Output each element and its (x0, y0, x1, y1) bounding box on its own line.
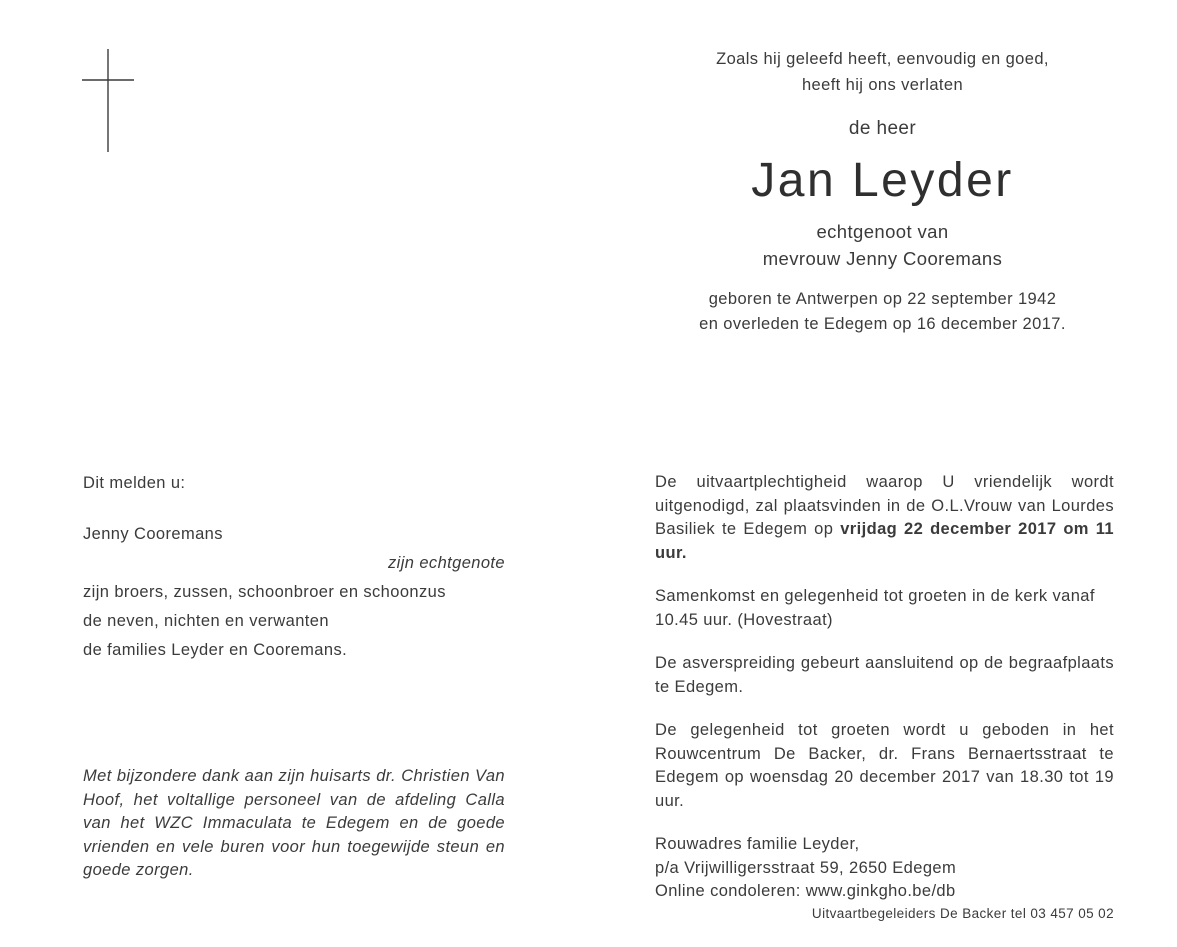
service-text: De uitvaartplechtigheid waarop U vriendelijk wordt uitgenodigd, zal plaatsvinden in de O.L.Vrouw van Lourdes Basiliek te Edegem op (655, 473, 1114, 538)
epigraph-line-2: heeft hij ons verlaten (801, 76, 964, 94)
service-details-column (655, 471, 1114, 904)
announcement-heading: Dit melden u: (83, 474, 186, 492)
service-paragraph (655, 471, 1114, 565)
thanks-paragraph: Met bijzondere dank aan zijn huisarts dr. Christien Van Hoof, het voltallige personeel van de afdeling Calla van het WZC Immaculata te Edegem en de goede vrienden en vele buren voor hun toegewijde steun en goede zorgen. (83, 767, 505, 879)
address-line-2: p/a Vrijwilligersstraat 59, 2650 Edegem (655, 858, 957, 877)
mourner-line-siblings: zijn broers, zussen, schoonbroer en schoonzus (83, 583, 446, 601)
mourner-line-cousins: de neven, nichten en verwanten (83, 612, 329, 630)
mourner-relation: zijn echtgenote (388, 554, 505, 572)
address-line-3: Online condoleren: www.ginkgho.be/db (655, 882, 956, 900)
announcement-header (650, 46, 1115, 337)
family-announcement-column (83, 473, 505, 665)
gathering-paragraph: Samenkomst en gelegenheid tot groeten in de kerk vanaf 10.45 uur. (Hovestraat) (655, 587, 1095, 629)
salutation: de heer (848, 118, 917, 139)
relation-line-1: echtgenoot van (816, 221, 949, 242)
death-line: en overleden te Edegem op 16 december 2017. (699, 315, 1066, 333)
service-datetime: vrijdag 22 december 2017 om 11 uur. (655, 520, 1115, 562)
mourner-name: Jenny Cooremans (83, 525, 223, 543)
mourner-line-families: de families Leyder en Cooremans. (83, 641, 348, 659)
relation-line-2: mevrouw Jenny Cooremans (762, 248, 1003, 269)
epigraph-line-1: Zoals hij geleefd heeft, eenvoudig en goed, (716, 50, 1049, 68)
mourning-address (655, 833, 1114, 904)
deceased-name: Jan Leyder (751, 154, 1014, 207)
viewing-paragraph: De gelegenheid tot groeten wordt u geboden in het Rouwcentrum De Backer, dr. Frans Bernaertsstraat te Edegem op woensdag 20 december 2017 van 18.30 tot 19 uur. (655, 721, 1114, 810)
address-line-1: Rouwadres familie Leyder, (655, 835, 860, 853)
ashes-paragraph: De asverspreiding gebeurt aansluitend op de begraafplaats te Edegem. (655, 654, 1114, 696)
mourners-list (83, 520, 505, 665)
birth-line: geboren te Antwerpen op 22 september 1942 (708, 290, 1057, 308)
undertaker-credit: Uitvaartbegeleiders De Backer tel 03 457 05 02 (811, 906, 1114, 921)
cross-icon (82, 49, 134, 152)
cross-icon-svg (82, 49, 134, 152)
